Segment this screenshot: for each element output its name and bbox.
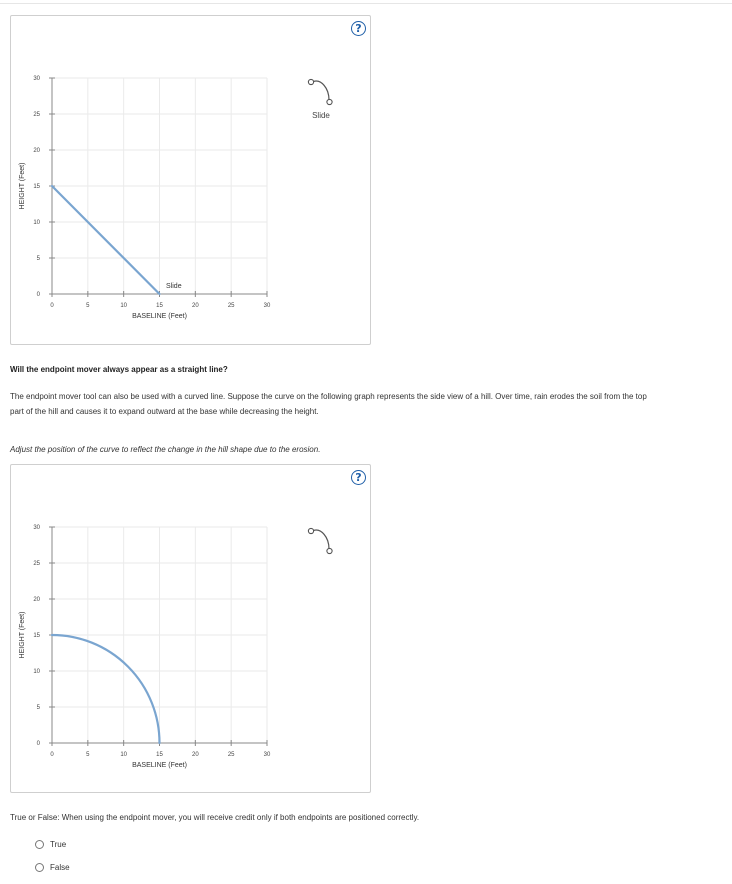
x-tick-label: 5 bbox=[86, 752, 90, 758]
x-tick-label: 10 bbox=[120, 752, 128, 758]
series-label: Slide bbox=[166, 283, 182, 291]
y-tick-label: 25 bbox=[33, 561, 40, 567]
series-curve bbox=[52, 186, 160, 294]
radio-true[interactable] bbox=[35, 840, 44, 849]
choice-false[interactable] bbox=[35, 863, 70, 872]
x-tick-label: 25 bbox=[227, 303, 235, 309]
choice-label-true: True bbox=[50, 840, 67, 849]
tool-label: Slide bbox=[312, 111, 330, 120]
graph-2[interactable] bbox=[11, 465, 372, 794]
help-icon[interactable]: ? bbox=[351, 21, 366, 36]
x-tick-label: 5 bbox=[86, 303, 90, 309]
graph-panel-1 bbox=[10, 15, 371, 345]
y-tick-label: 15 bbox=[33, 633, 40, 639]
radio-false[interactable] bbox=[35, 863, 44, 872]
help-icon[interactable]: ? bbox=[351, 470, 366, 485]
choice-label-false: False bbox=[50, 863, 70, 872]
x-tick-label: 30 bbox=[263, 752, 271, 758]
y-tick-label: 5 bbox=[36, 256, 40, 262]
x-tick-label: 15 bbox=[156, 752, 163, 758]
series-curve bbox=[52, 635, 160, 743]
y-tick-label: 0 bbox=[36, 292, 40, 298]
y-tick-label: 25 bbox=[33, 112, 40, 118]
y-tick-label: 20 bbox=[33, 597, 40, 603]
x-tick-label: 10 bbox=[120, 303, 128, 309]
y-tick-label: 10 bbox=[33, 220, 40, 226]
graph-1[interactable] bbox=[11, 16, 372, 346]
x-tick-label: 15 bbox=[156, 303, 163, 309]
x-tick-label: 30 bbox=[263, 303, 271, 309]
y-tick-label: 20 bbox=[33, 148, 40, 154]
true-false-question: True or False: When using the endpoint mover, you will receive credit only if both endpoints are positioned correctly. bbox=[10, 813, 420, 822]
y-tick-label: 30 bbox=[33, 76, 40, 82]
question-paragraph: The endpoint mover tool can also be used with a curved line. Suppose the curve on the following graph represents the side view of a hill. Over time, rain erodes the soil from the top part of the hill and causes it to expand outward at the base while decreasing the height. bbox=[10, 392, 647, 416]
y-tick-label: 0 bbox=[36, 741, 40, 747]
question-title: Will the endpoint mover always appear as a straight line? bbox=[10, 365, 228, 374]
x-tick-label: 20 bbox=[191, 303, 199, 309]
x-tick-label: 20 bbox=[191, 752, 199, 758]
y-tick-label: 30 bbox=[33, 525, 40, 531]
choice-true[interactable] bbox=[35, 840, 66, 849]
graph-panel-2 bbox=[10, 464, 371, 793]
x-axis-label: BASELINE (Feet) bbox=[132, 313, 187, 320]
x-axis-label: BASELINE (Feet) bbox=[132, 762, 187, 769]
y-tick-label: 15 bbox=[33, 184, 40, 190]
instruction-text: Adjust the position of the curve to reflect the change in the hill shape due to the erosion. bbox=[10, 445, 321, 454]
y-tick-label: 10 bbox=[33, 669, 40, 675]
x-tick-label: 25 bbox=[227, 752, 235, 758]
x-tick-label: 0 bbox=[50, 303, 54, 309]
y-axis-label: HEIGHT (Feet) bbox=[19, 162, 26, 210]
y-axis-label: HEIGHT (Feet) bbox=[19, 611, 26, 659]
endpoint-mover-icon[interactable] bbox=[307, 525, 335, 555]
top-divider bbox=[0, 3, 732, 4]
x-tick-label: 0 bbox=[50, 752, 54, 758]
y-tick-label: 5 bbox=[36, 705, 40, 711]
endpoint-mover-icon[interactable] bbox=[307, 76, 335, 106]
